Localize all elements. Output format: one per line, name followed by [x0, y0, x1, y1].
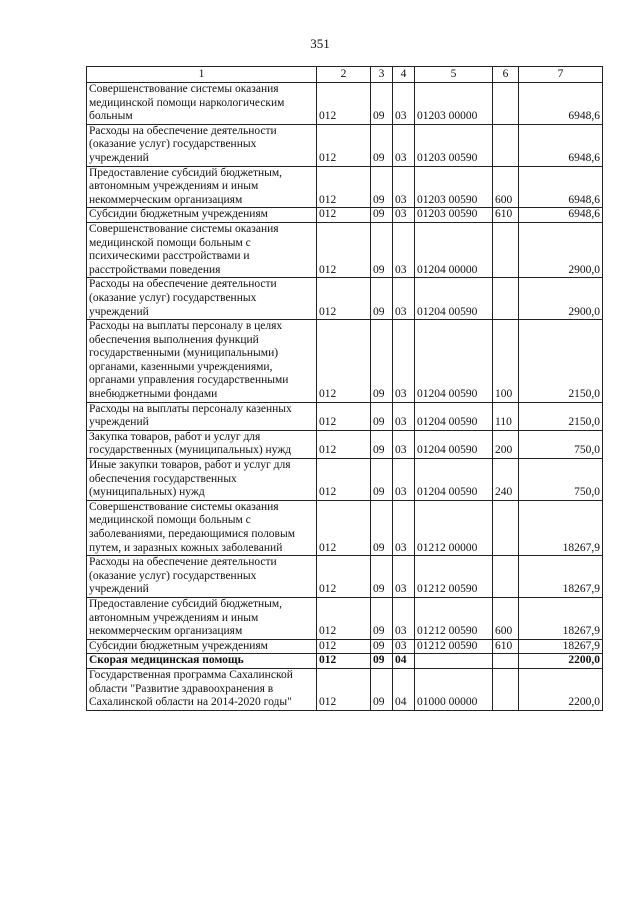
row-amount: 750,0 [519, 430, 603, 458]
row-code-vr [493, 278, 519, 320]
row-code-pr: 03 [393, 320, 415, 403]
row-code-rz: 09 [371, 124, 393, 166]
row-amount: 18267,9 [519, 597, 603, 639]
row-code-csr: 01203 00590 [415, 166, 493, 208]
row-code-rz: 09 [371, 402, 393, 430]
row-code-pr: 04 [393, 668, 415, 710]
row-code-csr [415, 654, 493, 669]
row-code-rz: 09 [371, 556, 393, 598]
row-code-pr: 03 [393, 597, 415, 639]
table-row [87, 83, 603, 125]
row-code-vr [493, 654, 519, 669]
row-code-gr: 012 [317, 402, 371, 430]
row-code-csr: 01212 00590 [415, 556, 493, 598]
row-name: Субсидии бюджетным учреждениям [87, 208, 317, 223]
row-code-vr: 610 [493, 208, 519, 223]
header-cell: 7 [519, 67, 603, 83]
row-name: Совершенствование системы оказания медицинской помощи больным с психическими расстройствами и расстройствами поведения [87, 222, 317, 277]
header-cell: 5 [415, 67, 493, 83]
row-code-rz: 09 [371, 320, 393, 403]
row-code-rz: 09 [371, 222, 393, 277]
row-code-pr: 03 [393, 83, 415, 125]
row-code-csr: 01204 00590 [415, 459, 493, 501]
row-code-csr: 01000 00000 [415, 668, 493, 710]
row-code-gr: 012 [317, 208, 371, 223]
row-code-vr: 600 [493, 597, 519, 639]
table-header-row [87, 67, 603, 83]
row-code-csr: 01212 00590 [415, 639, 493, 654]
row-code-vr [493, 556, 519, 598]
table-row [87, 278, 603, 320]
row-code-csr: 01204 00000 [415, 222, 493, 277]
row-code-gr: 012 [317, 278, 371, 320]
row-name: Совершенствование системы оказания медицинской помощи больным с заболеваниями, передающимися половым путем, и заразных кожных заболеваний [87, 500, 317, 555]
row-code-csr: 01203 00000 [415, 83, 493, 125]
table-row [87, 597, 603, 639]
page-number: 351 [310, 36, 330, 51]
row-code-rz: 09 [371, 639, 393, 654]
row-code-rz: 09 [371, 654, 393, 669]
table-row [87, 500, 603, 555]
row-code-pr: 03 [393, 278, 415, 320]
header-cell: 3 [371, 67, 393, 83]
header-cell: 4 [393, 67, 415, 83]
row-name: Расходы на обеспечение деятельности (оказание услуг) государственных учреждений [87, 556, 317, 598]
row-name: Государственная программа Сахалинской области "Развитие здравоохранения в Сахалинской области на 2014-2020 годы" [87, 668, 317, 710]
row-code-vr: 200 [493, 430, 519, 458]
row-code-vr [493, 668, 519, 710]
row-name: Расходы на обеспечение деятельности (оказание услуг) государственных учреждений [87, 124, 317, 166]
row-code-gr: 012 [317, 556, 371, 598]
row-name: Расходы на выплаты персоналу в целях обеспечения выполнения функций государственными (муниципальными) органами, казенными учреждениями, органами управления государственными внебюджетными фондами [87, 320, 317, 403]
row-name: Иные закупки товаров, работ и услуг для обеспечения государственных (муниципальных) нужд [87, 459, 317, 501]
row-code-rz: 09 [371, 668, 393, 710]
row-code-rz: 09 [371, 166, 393, 208]
row-code-vr: 600 [493, 166, 519, 208]
row-code-rz: 09 [371, 208, 393, 223]
row-code-pr: 03 [393, 639, 415, 654]
row-code-gr: 012 [317, 639, 371, 654]
table-row [87, 222, 603, 277]
table-row [87, 124, 603, 166]
row-code-gr: 012 [317, 430, 371, 458]
row-code-rz: 09 [371, 459, 393, 501]
row-code-pr: 03 [393, 556, 415, 598]
row-code-vr [493, 124, 519, 166]
row-code-pr: 03 [393, 208, 415, 223]
table-row [87, 639, 603, 654]
row-code-gr: 012 [317, 459, 371, 501]
row-code-vr [493, 500, 519, 555]
row-code-csr: 01212 00000 [415, 500, 493, 555]
row-code-csr: 01212 00590 [415, 597, 493, 639]
row-amount: 6948,6 [519, 83, 603, 125]
table-row [87, 459, 603, 501]
row-code-pr: 03 [393, 459, 415, 501]
header-cell: 1 [87, 67, 317, 83]
row-code-rz: 09 [371, 597, 393, 639]
table-row [87, 430, 603, 458]
table-row [87, 668, 603, 710]
row-amount: 2150,0 [519, 320, 603, 403]
table-row [87, 320, 603, 403]
row-code-pr: 03 [393, 222, 415, 277]
row-amount: 6948,6 [519, 124, 603, 166]
row-name: Скорая медицинская помощь [87, 654, 317, 669]
row-amount: 2200,0 [519, 668, 603, 710]
table-row [87, 166, 603, 208]
table-row [87, 208, 603, 223]
row-code-pr: 03 [393, 124, 415, 166]
row-code-csr: 01204 00590 [415, 430, 493, 458]
row-amount: 2900,0 [519, 278, 603, 320]
row-amount: 18267,9 [519, 639, 603, 654]
row-code-rz: 09 [371, 430, 393, 458]
row-amount: 2900,0 [519, 222, 603, 277]
row-amount: 18267,9 [519, 556, 603, 598]
row-code-csr: 01204 00590 [415, 402, 493, 430]
table-row [87, 556, 603, 598]
row-code-csr: 01203 00590 [415, 124, 493, 166]
table-row [87, 402, 603, 430]
row-code-gr: 012 [317, 500, 371, 555]
row-amount: 2200,0 [519, 654, 603, 669]
row-code-vr: 240 [493, 459, 519, 501]
row-name: Расходы на выплаты персоналу казенных учреждений [87, 402, 317, 430]
budget-table [86, 66, 603, 711]
row-code-rz: 09 [371, 278, 393, 320]
row-code-vr: 610 [493, 639, 519, 654]
row-name: Расходы на обеспечение деятельности (оказание услуг) государственных учреждений [87, 278, 317, 320]
row-code-csr: 01204 00590 [415, 278, 493, 320]
row-code-gr: 012 [317, 597, 371, 639]
row-code-gr: 012 [317, 83, 371, 125]
row-amount: 6948,6 [519, 208, 603, 223]
row-name: Субсидии бюджетным учреждениям [87, 639, 317, 654]
row-code-gr: 012 [317, 222, 371, 277]
row-amount: 750,0 [519, 459, 603, 501]
row-code-vr [493, 83, 519, 125]
row-name: Закупка товаров, работ и услуг для государственных (муниципальных) нужд [87, 430, 317, 458]
row-code-gr: 012 [317, 166, 371, 208]
row-code-pr: 03 [393, 402, 415, 430]
row-code-vr: 100 [493, 320, 519, 403]
row-amount: 6948,6 [519, 166, 603, 208]
row-amount: 18267,9 [519, 500, 603, 555]
table-row [87, 654, 603, 669]
row-code-rz: 09 [371, 83, 393, 125]
row-code-gr: 012 [317, 668, 371, 710]
row-code-pr: 03 [393, 430, 415, 458]
row-code-csr: 01203 00590 [415, 208, 493, 223]
row-code-rz: 09 [371, 500, 393, 555]
row-code-gr: 012 [317, 320, 371, 403]
row-code-pr: 03 [393, 500, 415, 555]
row-name: Совершенствование системы оказания медицинской помощи наркологическим больным [87, 83, 317, 125]
header-cell: 2 [317, 67, 371, 83]
row-code-pr: 04 [393, 654, 415, 669]
row-code-gr: 012 [317, 654, 371, 669]
row-name: Предоставление субсидий бюджетным, автономным учреждениям и иным некоммерческим организациям [87, 166, 317, 208]
row-code-vr [493, 222, 519, 277]
row-code-csr: 01204 00590 [415, 320, 493, 403]
row-code-gr: 012 [317, 124, 371, 166]
header-cell: 6 [493, 67, 519, 83]
row-amount: 2150,0 [519, 402, 603, 430]
row-code-vr: 110 [493, 402, 519, 430]
row-name: Предоставление субсидий бюджетным, автономным учреждениям и иным некоммерческим организациям [87, 597, 317, 639]
row-code-pr: 03 [393, 166, 415, 208]
